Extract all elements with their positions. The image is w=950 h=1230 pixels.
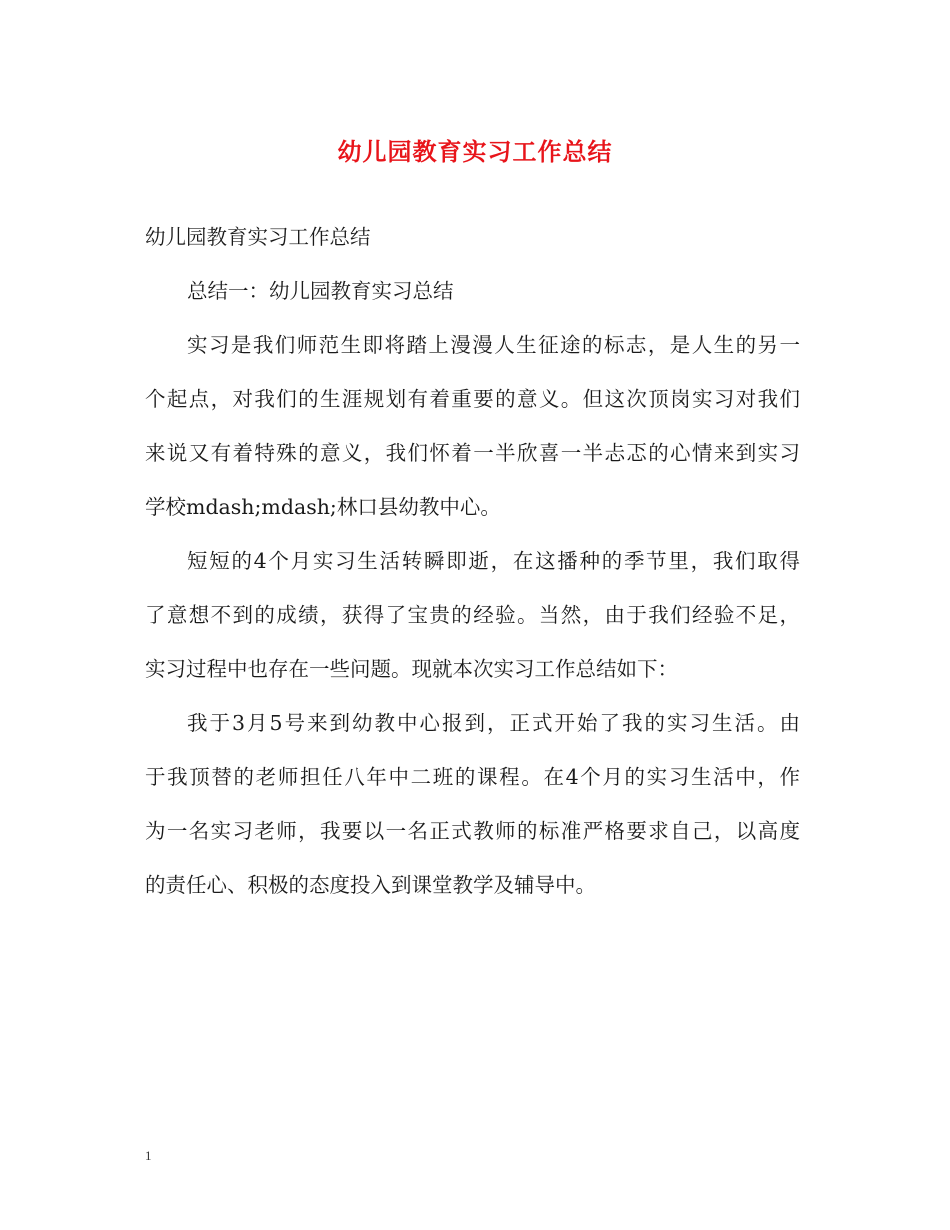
body-line: 实习是我们师范生即将踏上漫漫人生征途的标志，是人生的另一: [187, 333, 800, 357]
body-line: 短短的4个月实习生活转瞬即逝，在这播种的季节里，我们取得: [187, 549, 800, 573]
page-number: 1: [145, 1148, 152, 1163]
body-line: 了意想不到的成绩，获得了宝贵的经验。当然，由于我们经验不足，: [145, 603, 800, 627]
body-line: 的责任心、积极的态度投入到课堂教学及辅导中。: [145, 873, 596, 897]
body-line: 总结一：幼儿园教育实习总结: [187, 279, 454, 303]
document-title: 幼儿园教育实习工作总结: [337, 137, 613, 166]
body-line: 来说又有着特殊的意义，我们怀着一半欣喜一半忐忑的心情来到实习: [145, 441, 800, 465]
body-line: 学校mdash;mdash;林口县幼教中心。: [145, 495, 501, 519]
document-body: [145, 210, 800, 912]
body-line: 我于3月5号来到幼教中心报到，正式开始了我的实习生活。由: [187, 711, 800, 735]
body-line: 于我顶替的老师担任八年中二班的课程。在4个月的实习生活中，作: [145, 765, 800, 789]
body-line: 为一名实习老师，我要以一名正式教师的标准严格要求自己，以高度: [145, 819, 800, 843]
body-line: 个起点，对我们的生涯规划有着重要的意义。但这次顶岗实习对我们: [145, 387, 800, 411]
body-line: 幼儿园教育实习工作总结: [145, 225, 371, 249]
body-line: 实习过程中也存在一些问题。现就本次实习工作总结如下：: [145, 657, 678, 681]
